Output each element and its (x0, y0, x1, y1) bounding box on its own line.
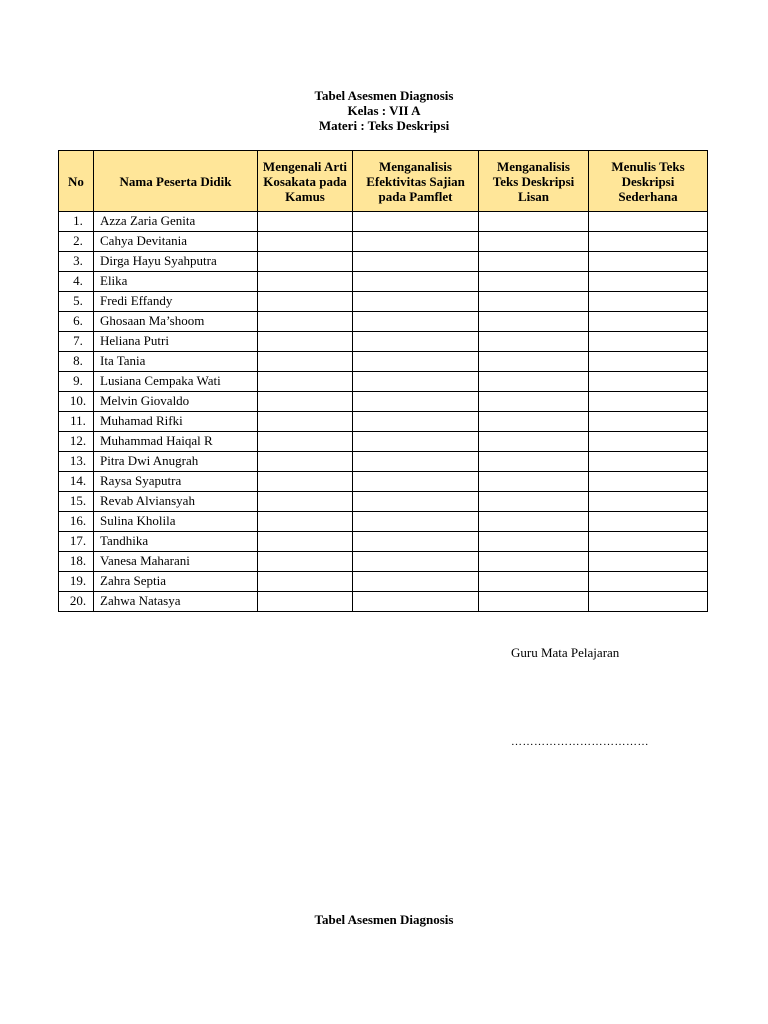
table-row (59, 592, 708, 612)
student-name: Zahra Septia (94, 572, 258, 592)
vocabulary-cell[interactable] (258, 352, 353, 372)
table-body (59, 212, 708, 612)
row-number: 13. (59, 452, 94, 472)
pamphlet-analysis-cell[interactable] (353, 212, 479, 232)
writing-cell[interactable] (589, 432, 708, 452)
oral-text-analysis-cell[interactable] (479, 592, 589, 612)
pamphlet-analysis-cell[interactable] (353, 572, 479, 592)
vocabulary-cell[interactable] (258, 312, 353, 332)
writing-cell[interactable] (589, 532, 708, 552)
table-row (59, 212, 708, 232)
writing-cell[interactable] (589, 452, 708, 472)
table-row (59, 512, 708, 532)
oral-text-analysis-cell[interactable] (479, 272, 589, 292)
pamphlet-analysis-cell[interactable] (353, 352, 479, 372)
vocabulary-cell[interactable] (258, 332, 353, 352)
table-row (59, 272, 708, 292)
pamphlet-analysis-cell[interactable] (353, 312, 479, 332)
header-vocabulary: Mengenali Arti Kosakata pada Kamus (258, 151, 353, 212)
table-row (59, 452, 708, 472)
header-no: No (59, 151, 94, 212)
student-name: Sulina Kholila (94, 512, 258, 532)
row-number: 17. (59, 532, 94, 552)
oral-text-analysis-cell[interactable] (479, 412, 589, 432)
writing-cell[interactable] (589, 372, 708, 392)
document-title: Tabel Asesmen Diagnosis (314, 88, 454, 103)
row-number: 20. (59, 592, 94, 612)
pamphlet-analysis-cell[interactable] (353, 592, 479, 612)
writing-cell[interactable] (589, 392, 708, 412)
student-name: Muhammad Haiqal R (94, 432, 258, 452)
oral-text-analysis-cell[interactable] (479, 452, 589, 472)
vocabulary-cell[interactable] (258, 592, 353, 612)
writing-cell[interactable] (589, 252, 708, 272)
table-row (59, 292, 708, 312)
pamphlet-analysis-cell[interactable] (353, 492, 479, 512)
header-student-name: Nama Peserta Didik (94, 151, 258, 212)
oral-text-analysis-cell[interactable] (479, 572, 589, 592)
vocabulary-cell[interactable] (258, 272, 353, 292)
student-name: Zahwa Natasya (94, 592, 258, 612)
row-number: 4. (59, 272, 94, 292)
table-row (59, 532, 708, 552)
pamphlet-analysis-cell[interactable] (353, 232, 479, 252)
oral-text-analysis-cell[interactable] (479, 432, 589, 452)
writing-cell[interactable] (589, 472, 708, 492)
writing-cell[interactable] (589, 232, 708, 252)
vocabulary-cell[interactable] (258, 572, 353, 592)
header-oral-text-analysis: Menganalisis Teks Deskripsi Lisan (479, 151, 589, 212)
oral-text-analysis-cell[interactable] (479, 472, 589, 492)
student-name: Ghosaan Ma’shoom (94, 312, 258, 332)
oral-text-analysis-cell[interactable] (479, 492, 589, 512)
row-number: 5. (59, 292, 94, 312)
student-name: Elika (94, 272, 258, 292)
writing-cell[interactable] (589, 552, 708, 572)
student-name: Vanesa Maharani (94, 552, 258, 572)
table-header-row (59, 151, 708, 212)
vocabulary-cell[interactable] (258, 212, 353, 232)
writing-cell[interactable] (589, 272, 708, 292)
writing-cell[interactable] (589, 312, 708, 332)
pamphlet-analysis-cell[interactable] (353, 432, 479, 452)
writing-cell[interactable] (589, 592, 708, 612)
pamphlet-analysis-cell[interactable] (353, 372, 479, 392)
oral-text-analysis-cell[interactable] (479, 532, 589, 552)
oral-text-analysis-cell[interactable] (479, 512, 589, 532)
table-row (59, 332, 708, 352)
vocabulary-cell[interactable] (258, 532, 353, 552)
class-line: Kelas : VII A (347, 103, 421, 118)
pamphlet-analysis-cell[interactable] (353, 532, 479, 552)
pamphlet-analysis-cell[interactable] (353, 452, 479, 472)
table-row (59, 492, 708, 512)
student-name: Revab Alviansyah (94, 492, 258, 512)
writing-cell[interactable] (589, 352, 708, 372)
table-row (59, 472, 708, 492)
student-name: Pitra Dwi Anugrah (94, 452, 258, 472)
row-number: 12. (59, 432, 94, 452)
row-number: 7. (59, 332, 94, 352)
writing-cell[interactable] (589, 512, 708, 532)
table-row (59, 572, 708, 592)
writing-cell[interactable] (589, 212, 708, 232)
row-number: 1. (59, 212, 94, 232)
vocabulary-cell[interactable] (258, 392, 353, 412)
student-name: Muhamad Rifki (94, 412, 258, 432)
oral-text-analysis-cell[interactable] (479, 232, 589, 252)
table-row (59, 232, 708, 252)
oral-text-analysis-cell[interactable] (479, 352, 589, 372)
row-number: 19. (59, 572, 94, 592)
pamphlet-analysis-cell[interactable] (353, 392, 479, 412)
vocabulary-cell[interactable] (258, 432, 353, 452)
table-row (59, 432, 708, 452)
pamphlet-analysis-cell[interactable] (353, 412, 479, 432)
assessment-table (58, 150, 708, 612)
pamphlet-analysis-cell[interactable] (353, 512, 479, 532)
table-row (59, 252, 708, 272)
row-number: 2. (59, 232, 94, 252)
student-name: Cahya Devitania (94, 232, 258, 252)
pamphlet-analysis-cell[interactable] (353, 292, 479, 312)
row-number: 14. (59, 472, 94, 492)
row-number: 9. (59, 372, 94, 392)
table-row (59, 352, 708, 372)
vocabulary-cell[interactable] (258, 292, 353, 312)
row-number: 11. (59, 412, 94, 432)
vocabulary-cell[interactable] (258, 232, 353, 252)
vocabulary-cell[interactable] (258, 472, 353, 492)
row-number: 16. (59, 512, 94, 532)
student-name: Azza Zaria Genita (94, 212, 258, 232)
student-name: Tandhika (94, 532, 258, 552)
writing-cell[interactable] (589, 412, 708, 432)
row-number: 10. (59, 392, 94, 412)
pamphlet-analysis-cell[interactable] (353, 272, 479, 292)
subject-line: Materi : Teks Deskripsi (318, 118, 450, 133)
pamphlet-analysis-cell[interactable] (353, 252, 479, 272)
pamphlet-analysis-cell[interactable] (353, 552, 479, 572)
writing-cell[interactable] (589, 332, 708, 352)
row-number: 18. (59, 552, 94, 572)
signature-line: ……………………………… (511, 736, 649, 748)
header-pamphlet-analysis: Menganalisis Efektivitas Sajian pada Pamflet (353, 151, 479, 212)
student-name: Heliana Putri (94, 332, 258, 352)
oral-text-analysis-cell[interactable] (479, 312, 589, 332)
vocabulary-cell[interactable] (258, 512, 353, 532)
vocabulary-cell[interactable] (258, 492, 353, 512)
student-name: Fredi Effandy (94, 292, 258, 312)
pamphlet-analysis-cell[interactable] (353, 472, 479, 492)
row-number: 8. (59, 352, 94, 372)
signature-label: Guru Mata Pelajaran (511, 645, 620, 660)
oral-text-analysis-cell[interactable] (479, 332, 589, 352)
vocabulary-cell[interactable] (258, 552, 353, 572)
student-name: Dirga Hayu Syahputra (94, 252, 258, 272)
table-row (59, 372, 708, 392)
vocabulary-cell[interactable] (258, 252, 353, 272)
oral-text-analysis-cell[interactable] (479, 292, 589, 312)
header-writing: Menulis Teks Deskripsi Sederhana (589, 151, 708, 212)
row-number: 6. (59, 312, 94, 332)
row-number: 3. (59, 252, 94, 272)
vocabulary-cell[interactable] (258, 452, 353, 472)
student-name: Lusiana Cempaka Wati (94, 372, 258, 392)
table-row (59, 552, 708, 572)
document-title-block (0, 88, 768, 133)
writing-cell[interactable] (589, 492, 708, 512)
oral-text-analysis-cell[interactable] (479, 392, 589, 412)
vocabulary-cell[interactable] (258, 412, 353, 432)
oral-text-analysis-cell[interactable] (479, 212, 589, 232)
writing-cell[interactable] (589, 572, 708, 592)
oral-text-analysis-cell[interactable] (479, 372, 589, 392)
row-number: 15. (59, 492, 94, 512)
student-name: Ita Tania (94, 352, 258, 372)
student-name: Raysa Syaputra (94, 472, 258, 492)
pamphlet-analysis-cell[interactable] (353, 332, 479, 352)
writing-cell[interactable] (589, 292, 708, 312)
table-row (59, 312, 708, 332)
table-row (59, 392, 708, 412)
vocabulary-cell[interactable] (258, 372, 353, 392)
oral-text-analysis-cell[interactable] (479, 552, 589, 572)
table-row (59, 412, 708, 432)
oral-text-analysis-cell[interactable] (479, 252, 589, 272)
student-name: Melvin Giovaldo (94, 392, 258, 412)
footer-title: Tabel Asesmen Diagnosis (314, 912, 454, 927)
